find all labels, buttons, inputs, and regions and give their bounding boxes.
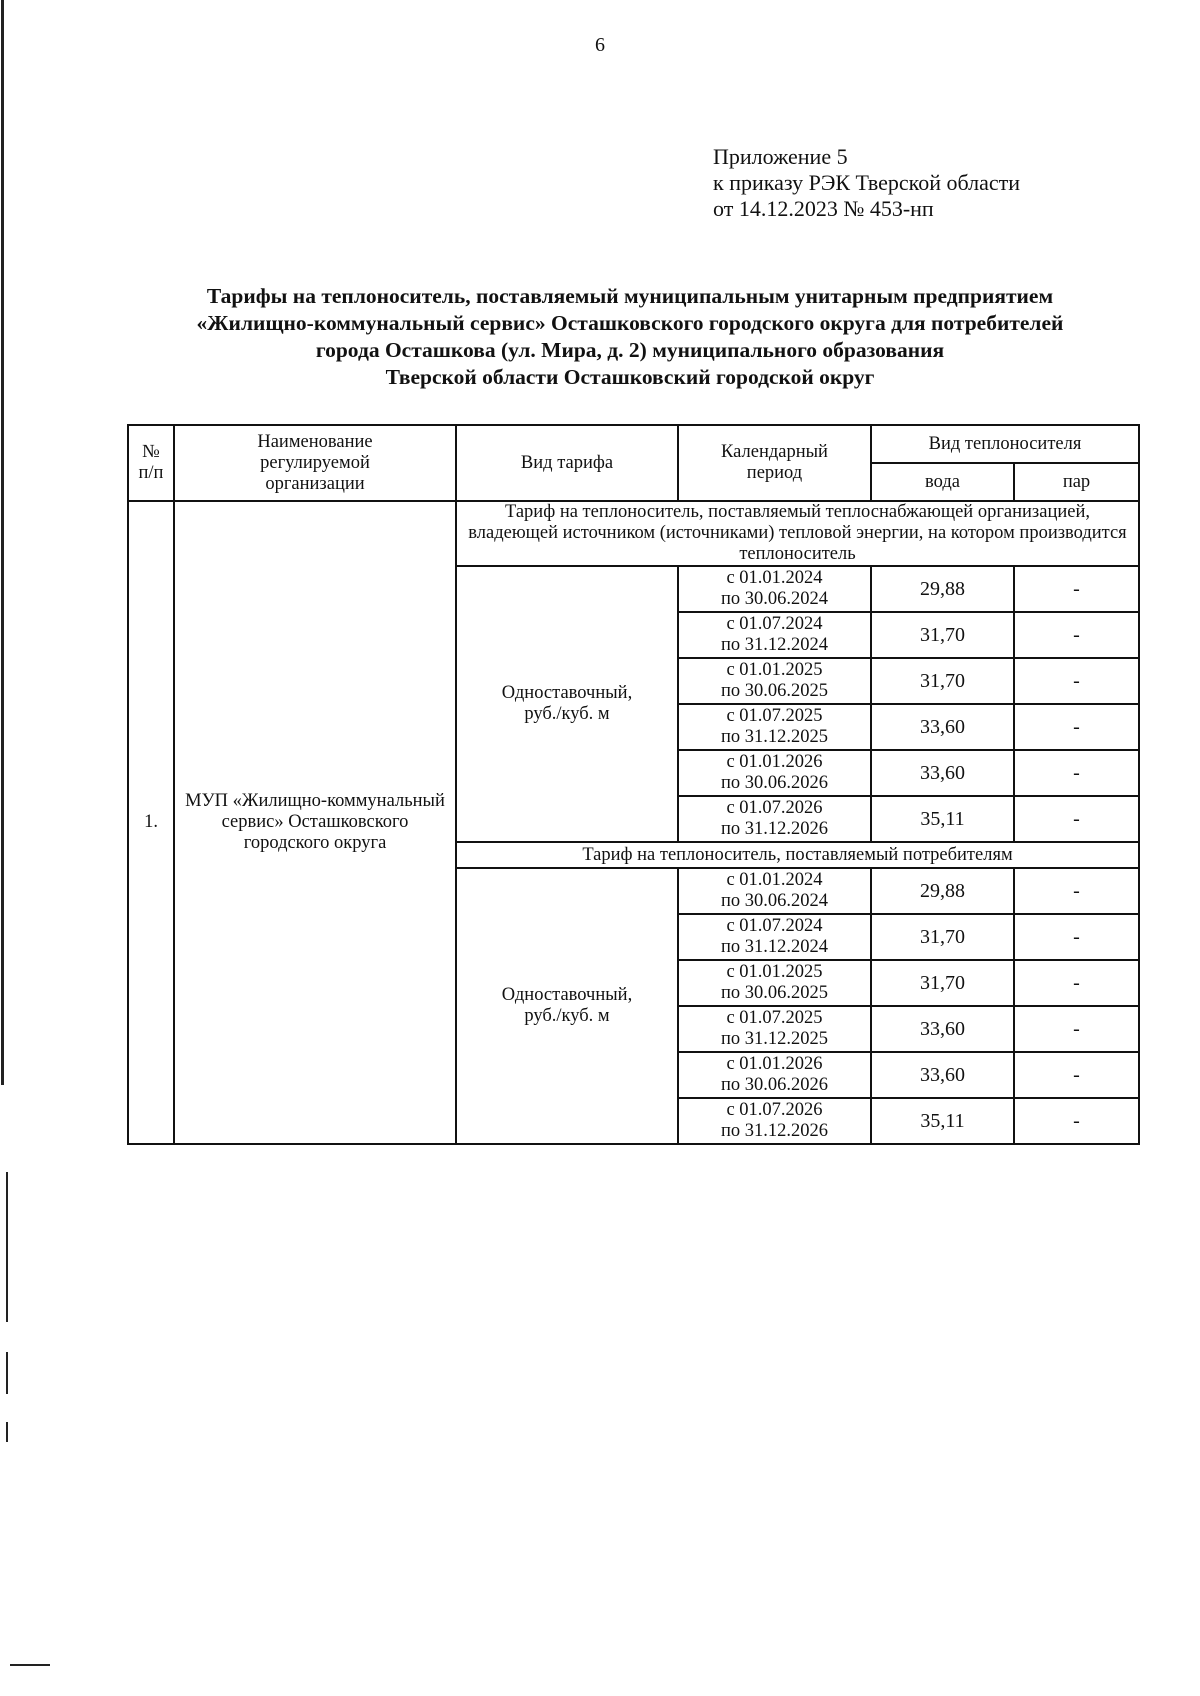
scan-edge-line — [6, 1172, 8, 1322]
title-line: города Осташкова (ул. Мира, д. 2) муниципального образования — [315, 338, 945, 362]
header-number-line: № — [142, 442, 160, 462]
period-to: по 31.12.2026 — [720, 1121, 829, 1141]
water-tariff-value: 33,60 — [871, 1006, 1014, 1052]
header-organization: Наименование регулируемой организации — [174, 425, 456, 501]
title-line: Тверской области Осташковский городской округ — [385, 365, 875, 389]
period-to: по 30.06.2026 — [720, 1075, 829, 1095]
header-steam: пар — [1014, 463, 1139, 501]
steam-tariff-value: - — [1014, 750, 1139, 796]
steam-tariff-value: - — [1014, 566, 1139, 612]
row-number: 1. — [128, 501, 174, 1144]
period-to: по 30.06.2025 — [720, 983, 829, 1003]
period-cell — [678, 914, 871, 960]
period-from: с 01.07.2026 — [726, 1100, 823, 1120]
table-body — [128, 501, 1139, 1144]
appendix-reference — [713, 144, 1020, 222]
period-from: с 01.07.2025 — [726, 1008, 823, 1028]
period-to: по 30.06.2024 — [720, 589, 829, 609]
period-from: с 01.01.2025 — [726, 660, 823, 680]
period-to: по 31.12.2025 — [720, 1029, 829, 1049]
period-from: с 01.01.2024 — [726, 568, 823, 588]
water-tariff-value: 29,88 — [871, 566, 1014, 612]
water-tariff-value: 31,70 — [871, 960, 1014, 1006]
period-to: по 31.12.2024 — [720, 635, 829, 655]
period-cell — [678, 566, 871, 612]
steam-tariff-value: - — [1014, 658, 1139, 704]
period-from: с 01.07.2026 — [726, 798, 823, 818]
header-coolant-type: Вид теплоносителя — [871, 425, 1139, 463]
appendix-line: к приказу РЭК Тверской области — [713, 170, 1021, 195]
period-to: по 31.12.2026 — [720, 819, 829, 839]
tariff-kind: Одноставочный, руб./куб. м — [456, 566, 678, 842]
steam-tariff-value: - — [1014, 868, 1139, 914]
water-tariff-value: 31,70 — [871, 658, 1014, 704]
period-to: по 30.06.2024 — [720, 891, 829, 911]
period-from: с 01.07.2025 — [726, 706, 823, 726]
period-to: по 31.12.2025 — [720, 727, 829, 747]
steam-tariff-value: - — [1014, 704, 1139, 750]
steam-tariff-value: - — [1014, 960, 1139, 1006]
period-cell — [678, 612, 871, 658]
tariff-kind: Одноставочный, руб./куб. м — [456, 868, 678, 1144]
scan-edge-line — [6, 1422, 8, 1442]
period-cell — [678, 868, 871, 914]
section-title: Тариф на теплоноситель, поставляемый теплоснабжающей организацией, владеющей источником (источниками) тепловой энергии, на котором производится теплоноситель — [456, 501, 1139, 566]
period-cell — [678, 750, 871, 796]
page-number: 6 — [595, 34, 605, 56]
period-cell — [678, 796, 871, 842]
period-from: с 01.01.2026 — [726, 1054, 823, 1074]
period-cell — [678, 704, 871, 750]
header-period: Календарный период — [678, 425, 871, 501]
period-from: с 01.01.2024 — [726, 870, 823, 890]
water-tariff-value: 33,60 — [871, 704, 1014, 750]
period-to: по 30.06.2026 — [720, 773, 829, 793]
section-header-row — [128, 501, 1139, 566]
period-to: по 30.06.2025 — [720, 681, 829, 701]
header-number-line: п/п — [138, 463, 164, 483]
period-cell — [678, 1052, 871, 1098]
period-from: с 01.07.2024 — [726, 916, 823, 936]
scan-edge-line — [1, 0, 4, 1085]
steam-tariff-value: - — [1014, 1052, 1139, 1098]
title-line: «Жилищно-коммунальный сервис» Осташковского городского округа для потребителей — [196, 311, 1064, 335]
water-tariff-value: 33,60 — [871, 1052, 1014, 1098]
steam-tariff-value: - — [1014, 914, 1139, 960]
scan-edge-line — [6, 1352, 8, 1394]
period-cell — [678, 658, 871, 704]
period-from: с 01.07.2024 — [726, 614, 823, 634]
table-header-row — [128, 425, 1139, 463]
period-to: по 31.12.2024 — [720, 937, 829, 957]
steam-tariff-value: - — [1014, 1006, 1139, 1052]
water-tariff-value: 31,70 — [871, 914, 1014, 960]
water-tariff-value: 29,88 — [871, 868, 1014, 914]
water-tariff-value: 31,70 — [871, 612, 1014, 658]
appendix-line: Приложение 5 — [713, 144, 848, 169]
header-water: вода — [871, 463, 1014, 501]
organization-name: МУП «Жилищно-коммунальный сервис» Осташковского городского округа — [174, 501, 456, 1144]
period-cell — [678, 960, 871, 1006]
header-number — [128, 425, 174, 501]
scan-edge-line — [10, 1664, 50, 1666]
water-tariff-value: 35,11 — [871, 796, 1014, 842]
period-cell — [678, 1006, 871, 1052]
steam-tariff-value: - — [1014, 796, 1139, 842]
water-tariff-value: 33,60 — [871, 750, 1014, 796]
steam-tariff-value: - — [1014, 612, 1139, 658]
water-tariff-value: 35,11 — [871, 1098, 1014, 1144]
period-from: с 01.01.2026 — [726, 752, 823, 772]
period-cell — [678, 1098, 871, 1144]
period-from: с 01.01.2025 — [726, 962, 823, 982]
tariff-table — [127, 424, 1140, 1145]
title-line: Тарифы на теплоноситель, поставляемый муниципальным унитарным предприятием — [206, 284, 1054, 308]
steam-tariff-value: - — [1014, 1098, 1139, 1144]
document-title — [120, 283, 1140, 391]
section-title: Тариф на теплоноситель, поставляемый потребителям — [456, 842, 1139, 868]
appendix-line: от 14.12.2023 № 453-нп — [713, 196, 934, 221]
header-tariff-type: Вид тарифа — [456, 425, 678, 501]
